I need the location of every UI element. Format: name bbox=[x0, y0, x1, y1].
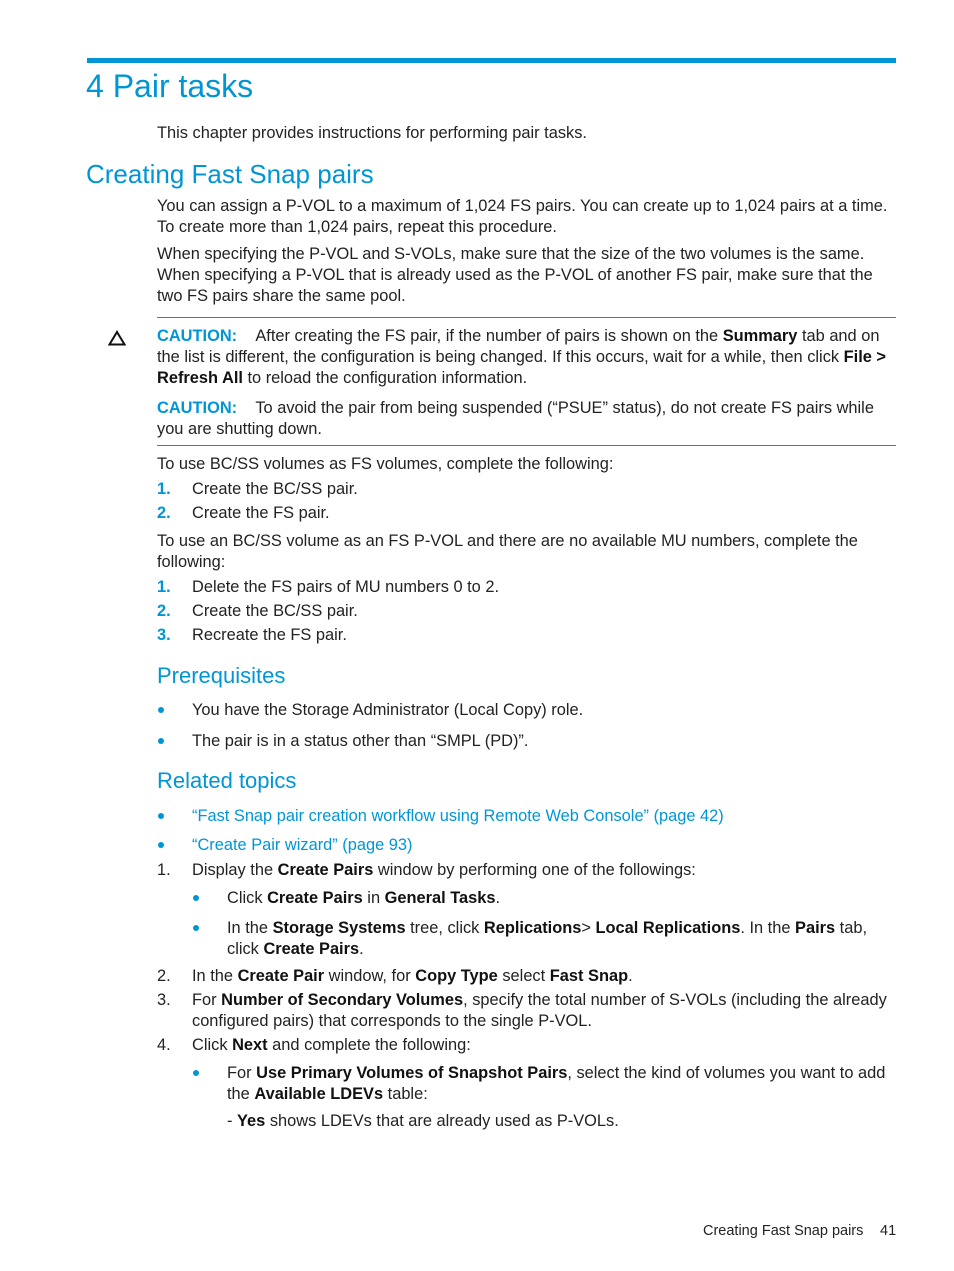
caution-label: CAUTION: bbox=[157, 327, 238, 345]
step-number: 1. bbox=[157, 480, 171, 498]
procedure-step-1: Display the Create Pairs window by performing one of the followings: bbox=[192, 861, 696, 879]
section-paragraph-2: When specifying the P-VOL and S-VOLs, make sure that the size of the two volumes is the same. When specifying a P-VOL that is already used as the P-VOL of another FS pair, make sure that the two FS pairs share the same pool. bbox=[157, 245, 873, 305]
procedure-step-4: Click Next and complete the following: bbox=[192, 1036, 471, 1054]
chapter-top-rule bbox=[87, 58, 896, 63]
link-create-pair-wizard[interactable]: “Create Pair wizard” (page 93) bbox=[192, 836, 413, 854]
list-item: Delete the FS pairs of MU numbers 0 to 2. bbox=[192, 578, 500, 596]
procedure-step-4-sub-note: - Yes shows LDEVs that are already used as P-VOLs. bbox=[227, 1112, 619, 1130]
procedure-step-1-option-2: In the Storage Systems tree, click Replications> Local Replications. In the Pairs tab, click Create Pairs. bbox=[227, 919, 868, 958]
procedure-step-3: For Number of Secondary Volumes, specify the total number of S-VOLs (including the already configured pairs) that corresponds to the single P-VOL. bbox=[192, 991, 887, 1030]
related-topics-heading: Related topics bbox=[157, 768, 297, 793]
step-number: 3. bbox=[157, 626, 171, 644]
procedure-step-2: In the Create Pair window, for Copy Type select Fast Snap. bbox=[192, 967, 633, 985]
caution-bottom-rule bbox=[157, 445, 896, 446]
caution-triangle-icon bbox=[108, 330, 126, 346]
list-item: Recreate the FS pair. bbox=[192, 626, 347, 644]
section-paragraph-1: You can assign a P-VOL to a maximum of 1,024 FS pairs. You can create up to 1,024 pairs at a time. To create more than 1,024 pairs, repeat this procedure. bbox=[157, 197, 888, 236]
step-number: 2. bbox=[157, 967, 171, 985]
footer-section-title: Creating Fast Snap pairs bbox=[703, 1223, 864, 1239]
procedure-step-4-option-1: For Use Primary Volumes of Snapshot Pairs, select the kind of volumes you want to add the Available LDEVs table: bbox=[227, 1064, 886, 1103]
bullet-dot bbox=[158, 707, 164, 713]
bullet-dot bbox=[158, 738, 164, 744]
prerequisites-heading: Prerequisites bbox=[157, 663, 286, 688]
caution-2: CAUTION: To avoid the pair from being suspended (“PSUE” status), do not create FS pairs while you are shutting down. bbox=[157, 399, 874, 438]
step-number: 3. bbox=[157, 991, 171, 1009]
bullet-dot bbox=[158, 842, 164, 848]
section-title: Creating Fast Snap pairs bbox=[86, 159, 374, 189]
link-fast-snap-workflow[interactable]: “Fast Snap pair creation workflow using Remote Web Console” (page 42) bbox=[192, 807, 724, 825]
caution-top-rule bbox=[157, 317, 896, 318]
bullet-dot bbox=[158, 813, 164, 819]
caution-label: CAUTION: bbox=[157, 399, 238, 417]
bcss-intro-1: To use BC/SS volumes as FS volumes, complete the following: bbox=[157, 455, 614, 473]
bullet-dot bbox=[193, 895, 199, 901]
list-item: Create the FS pair. bbox=[192, 504, 330, 522]
list-item: Create the BC/SS pair. bbox=[192, 602, 358, 620]
bullet-dot bbox=[193, 1070, 199, 1076]
footer-page-number: 41 bbox=[880, 1223, 897, 1239]
caution-1: CAUTION: After creating the FS pair, if the number of pairs is shown on the Summary tab and on the list is different, the configuration is being changed. If this occurs, wait for a while, then click File > Refresh All to reload the configuration information. bbox=[157, 327, 887, 387]
step-number: 1. bbox=[157, 861, 171, 879]
step-number: 2. bbox=[157, 602, 171, 620]
procedure-step-1-option-1: Click Create Pairs in General Tasks. bbox=[227, 889, 501, 907]
step-number: 2. bbox=[157, 504, 171, 522]
list-item: You have the Storage Administrator (Local Copy) role. bbox=[192, 701, 584, 719]
bcss-intro-2: To use an BC/SS volume as an FS P-VOL and there are no available MU numbers, complete the following: bbox=[157, 532, 858, 571]
chapter-title: 4 Pair tasks bbox=[86, 68, 254, 104]
list-item: The pair is in a status other than “SMPL (PD)”. bbox=[192, 732, 529, 750]
list-item: Create the BC/SS pair. bbox=[192, 480, 358, 498]
step-number: 1. bbox=[157, 578, 171, 596]
chapter-intro: This chapter provides instructions for performing pair tasks. bbox=[157, 124, 587, 142]
bullet-dot bbox=[193, 925, 199, 931]
step-number: 4. bbox=[157, 1036, 171, 1054]
